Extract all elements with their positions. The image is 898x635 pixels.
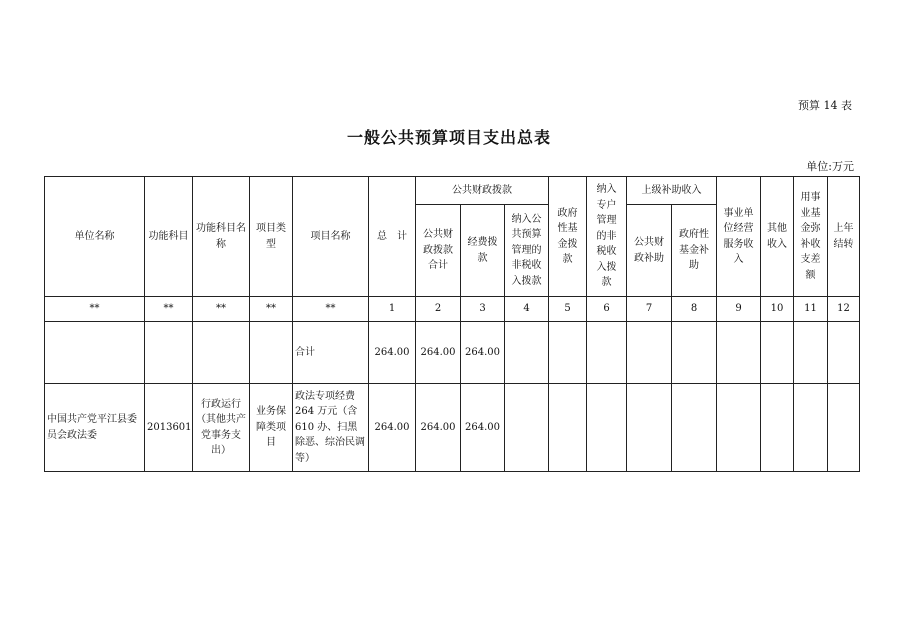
- project-type-cell: 业务保障类项目: [250, 384, 293, 472]
- header-unit-name: 单位名称: [45, 177, 145, 297]
- value-cell: 264.00: [416, 384, 461, 472]
- index-cell: 7: [627, 297, 672, 322]
- project-type-cell: [250, 322, 293, 384]
- unit-label: 单位:万元: [806, 160, 854, 173]
- table-number: 预算 14 表: [798, 99, 852, 112]
- value-cell: [828, 384, 860, 472]
- value-cell: [794, 322, 828, 384]
- header-fund-shortfall: 用事业基金弥补收支差额: [794, 177, 828, 297]
- index-cell: 8: [672, 297, 717, 322]
- unit-name-cell: [45, 322, 145, 384]
- func-code-cell: [145, 322, 193, 384]
- value-cell: [587, 384, 627, 472]
- header-project-name: 项目名称: [293, 177, 369, 297]
- index-cell: 1: [369, 297, 416, 322]
- index-row: [45, 297, 860, 322]
- index-cell: **: [250, 297, 293, 322]
- value-cell: [505, 384, 549, 472]
- header-public-subsidy: 公共财政补助: [627, 205, 672, 297]
- index-cell: **: [145, 297, 193, 322]
- index-cell: 2: [416, 297, 461, 322]
- value-cell: 264.00: [461, 384, 505, 472]
- table-row: [45, 384, 860, 472]
- header-func-subject-name: 功能科目名称: [193, 177, 250, 297]
- header-func-subject: 功能科目: [145, 177, 193, 297]
- value-cell: [828, 322, 860, 384]
- value-cell: [717, 384, 761, 472]
- value-cell: [549, 384, 587, 472]
- budget-table: [44, 176, 860, 472]
- unit-name-cell: 中国共产党平江县委员会政法委: [45, 384, 145, 472]
- value-cell: [505, 322, 549, 384]
- index-cell: 9: [717, 297, 761, 322]
- header-row-1: [45, 177, 860, 205]
- index-cell: 4: [505, 297, 549, 322]
- value-cell: [761, 384, 794, 472]
- project-name-cell: 合计: [293, 322, 369, 384]
- header-gov-fund: 政府性基金拨款: [549, 177, 587, 297]
- header-nontax-in-budget: 纳入公共预算管理的非税收入拨款: [505, 205, 549, 297]
- index-cell: **: [45, 297, 145, 322]
- value-cell: [627, 384, 672, 472]
- value-cell: [672, 322, 717, 384]
- project-name-cell: 政法专项经费264 万元（含610 办、扫黑除恶、综治民调等）: [293, 384, 369, 472]
- index-cell: **: [193, 297, 250, 322]
- header-public-fiscal: 公共财政拨款: [416, 177, 549, 205]
- header-nontax-special: 纳入专户管理的非税收入拨款: [587, 177, 627, 297]
- value-cell: 264.00: [461, 322, 505, 384]
- index-cell: 10: [761, 297, 794, 322]
- value-cell: [761, 322, 794, 384]
- value-cell: [549, 322, 587, 384]
- index-cell: **: [293, 297, 369, 322]
- index-cell: 5: [549, 297, 587, 322]
- func-name-cell: [193, 322, 250, 384]
- value-cell: 264.00: [416, 322, 461, 384]
- header-public-fiscal-subtotal: 公共财政拨款合计: [416, 205, 461, 297]
- func-code-cell: 2013601: [145, 384, 193, 472]
- value-cell: [717, 322, 761, 384]
- value-cell: [587, 322, 627, 384]
- func-name-cell: 行政运行（其他共产党事务支出）: [193, 384, 250, 472]
- header-other-income: 其他收入: [761, 177, 794, 297]
- header-funding: 经费拨款: [461, 205, 505, 297]
- value-cell: 264.00: [369, 384, 416, 472]
- value-cell: [627, 322, 672, 384]
- value-cell: 264.00: [369, 322, 416, 384]
- header-carryover: 上年结转: [828, 177, 860, 297]
- value-cell: [794, 384, 828, 472]
- index-cell: 12: [828, 297, 860, 322]
- header-gov-fund-subsidy: 政府性基金补助: [672, 205, 717, 297]
- header-higher-subsidy: 上级补助收入: [627, 177, 717, 205]
- index-cell: 3: [461, 297, 505, 322]
- header-project-type: 项目类型: [250, 177, 293, 297]
- value-cell: [672, 384, 717, 472]
- total-row: [45, 322, 860, 384]
- index-cell: 6: [587, 297, 627, 322]
- index-cell: 11: [794, 297, 828, 322]
- header-business-service: 事业单位经营服务收入: [717, 177, 761, 297]
- page-title: 一般公共预算项目支出总表: [346, 128, 551, 147]
- header-total: 总 计: [369, 177, 416, 297]
